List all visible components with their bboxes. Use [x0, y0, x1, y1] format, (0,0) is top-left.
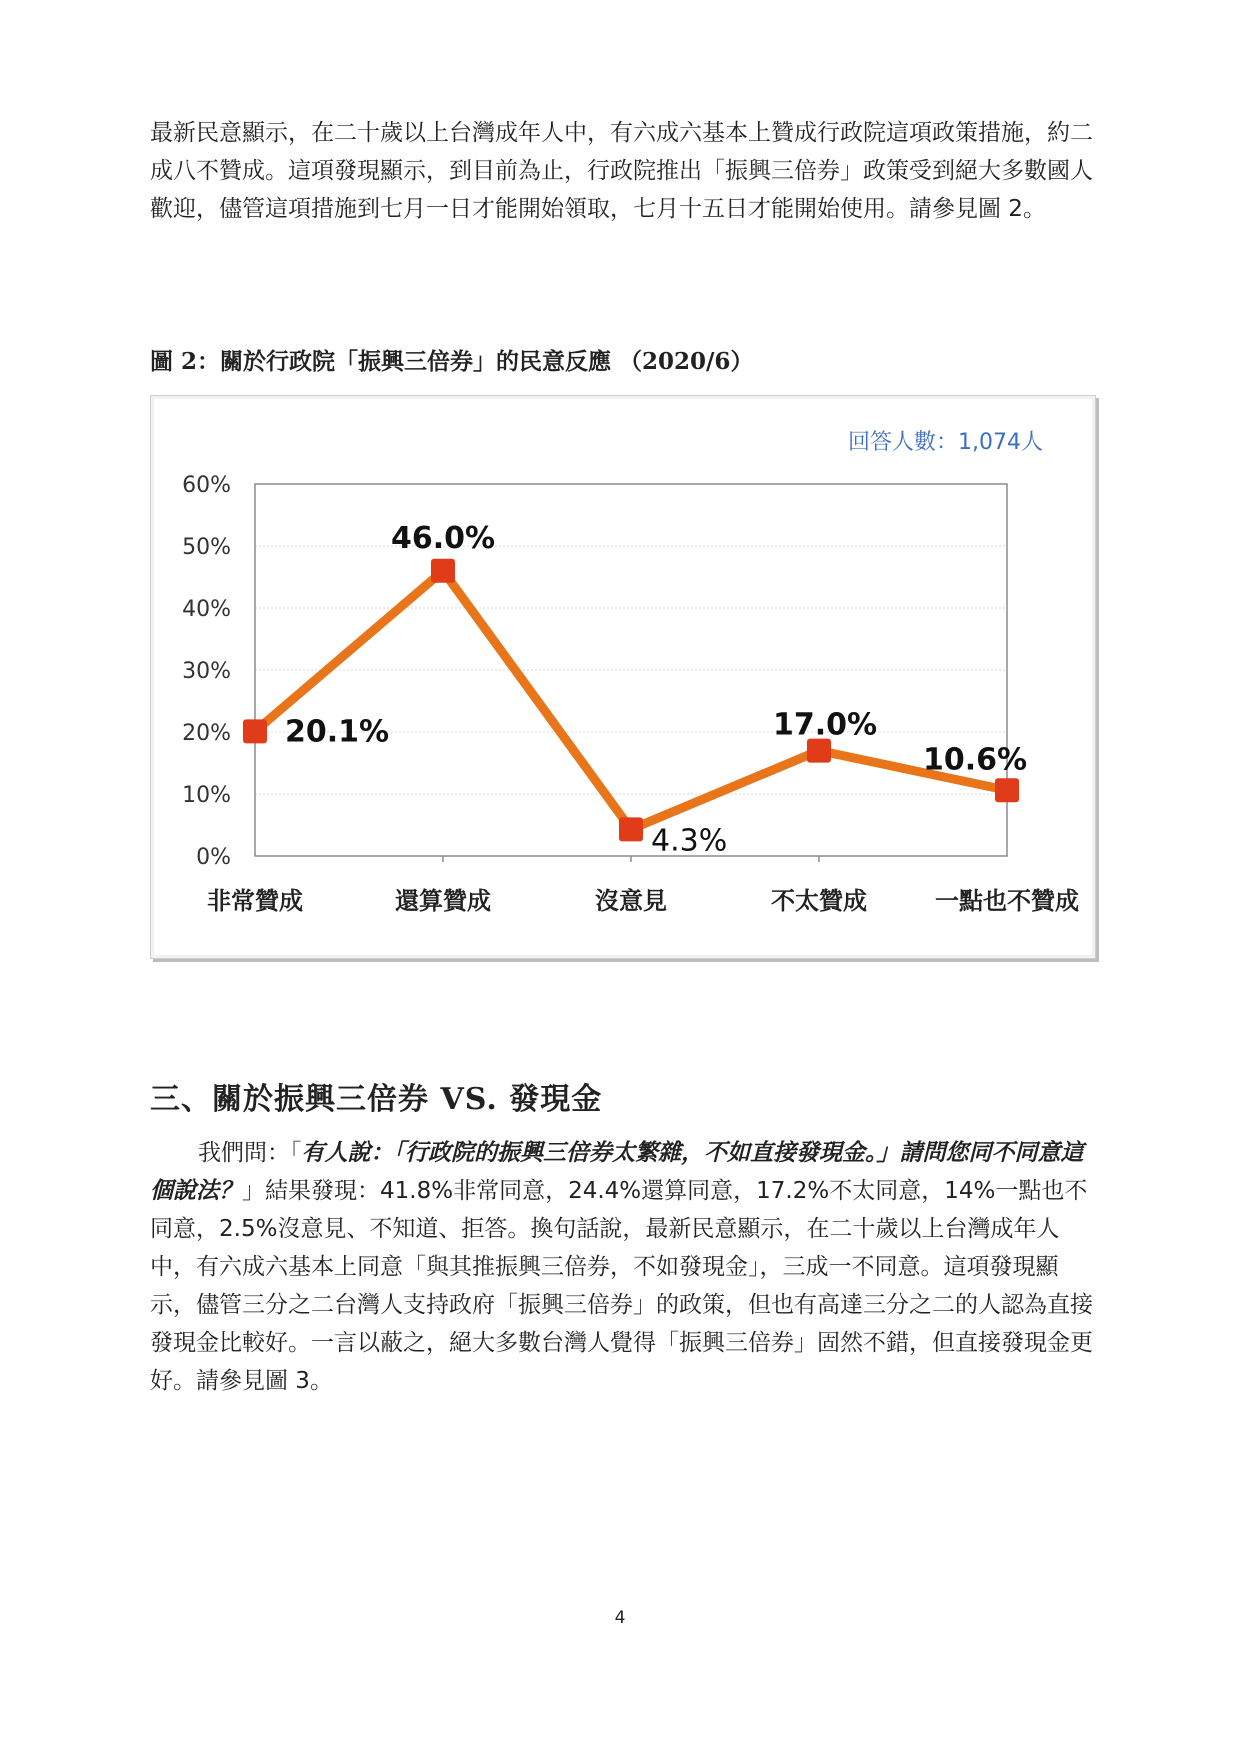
paragraph-lead: 我們問：「 — [198, 1140, 302, 1166]
y-tick-label: 10% — [182, 783, 231, 808]
x-category-label: 非常贊成 — [207, 887, 303, 915]
body-paragraph — [150, 1134, 1100, 1400]
x-category-label: 還算贊成 — [395, 887, 491, 915]
data-value-label: 4.3% — [651, 823, 728, 859]
data-value-label: 46.0% — [390, 520, 496, 556]
data-value-label: 10.6% — [922, 742, 1028, 778]
data-point-marker — [619, 817, 643, 841]
series-line — [255, 571, 1007, 830]
x-category-label: 沒意見 — [595, 887, 667, 915]
figure-caption: 圖 2：關於行政院「振興三倍券」的民意反應 （2020/6） — [150, 348, 754, 375]
chart-svg — [151, 396, 1095, 958]
y-tick-label: 40% — [182, 597, 231, 622]
page-number: 4 — [614, 1608, 626, 1628]
data-point-marker — [431, 559, 455, 583]
x-category-label: 一點也不贊成 — [935, 887, 1079, 915]
y-tick-label: 0% — [196, 845, 231, 870]
paragraph-rest: 」結果發現：41.8%非常同意，24.4%還算同意，17.2%不太同意，14%一點也不同意，2.5%沒意見、不知道、拒答。換句話說，最新民意顯示，在二十歲以上台灣成年人中，有六成六基本上同意「與其推振興三倍券，不如發現金」，三成一不同意。這項發現顯示，儘管三分之二台灣人支持政府「振興三倍券」的政策，但也有高達三分之二的人認為直接發現金比較好。一言以蔽之，絕大多數台灣人覺得「振興三倍券」固然不錯，但直接發現金更好。請參見圖 3。 — [150, 1178, 1093, 1394]
y-tick-label: 60% — [182, 473, 231, 498]
survey-question-quote: 有人說：「行政院的振興三倍券太繁雜，不如直接發現金。」請問您同不同意這個說法？ — [150, 1140, 1084, 1204]
data-point-marker — [995, 778, 1019, 802]
y-tick-label: 20% — [182, 721, 231, 746]
respondent-count-annotation: 回答人數：1,074人 — [848, 430, 1043, 455]
y-tick-label: 30% — [182, 659, 231, 684]
line-chart — [150, 395, 1096, 959]
data-value-label: 20.1% — [285, 714, 390, 750]
section-title: 三、關於振興三倍券 VS. 發現金 — [150, 1082, 603, 1117]
data-point-marker — [243, 719, 267, 743]
x-category-label: 不太贊成 — [771, 887, 867, 915]
data-value-label: 17.0% — [772, 707, 878, 743]
intro-paragraph: 最新民意顯示，在二十歲以上台灣成年人中，有六成六基本上贊成行政院這項政策措施，約二成八不贊成。這項發現顯示，到目前為止，行政院推出「振興三倍券」政策受到絕大多數國人歡迎，儘管這項措施到七月一日才能開始領取，七月十五日才能開始使用。請參見圖 2。 — [150, 120, 1093, 222]
y-tick-label: 50% — [182, 535, 231, 560]
